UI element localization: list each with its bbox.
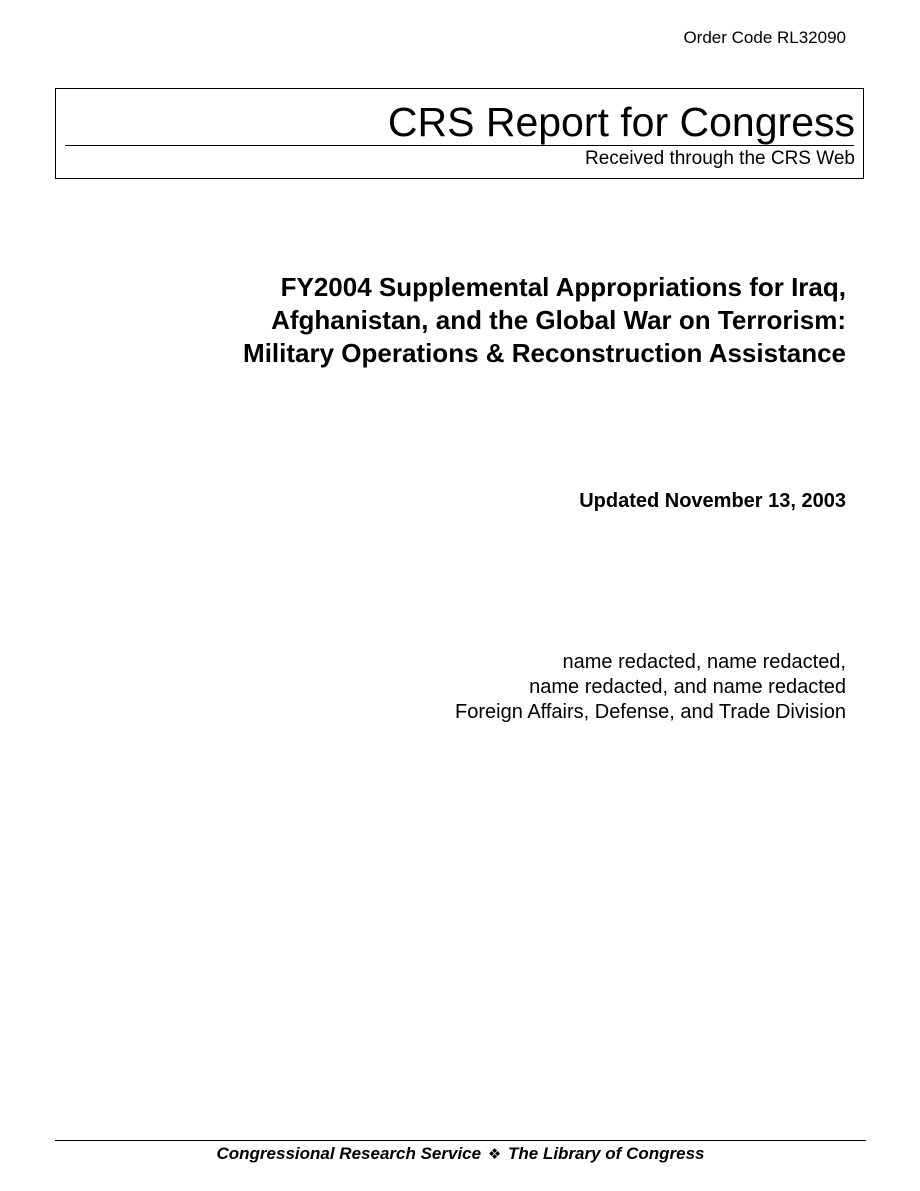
footer-crs: Congressional Research Service: [216, 1144, 482, 1163]
report-title-line-2: Afghanistan, and the Global War on Terrorism:: [271, 305, 846, 335]
report-title-line-1: FY2004 Supplemental Appropriations for Iraq,: [280, 272, 846, 302]
report-header-subtitle: Received through the CRS Web: [584, 148, 855, 169]
report-header-box: [55, 88, 864, 179]
report-header-title: CRS Report for Congress: [387, 99, 855, 145]
updated-date: Updated November 13, 2003: [579, 490, 846, 512]
footer-library: The Library of Congress: [508, 1144, 705, 1163]
footer: [55, 1143, 866, 1165]
report-title: [243, 271, 846, 370]
authors-block: [455, 650, 846, 725]
footer-separator-icon: ❖: [487, 1145, 502, 1163]
authors-line-1: name redacted, name redacted,: [562, 651, 846, 673]
authors-line-2: name redacted, and name redacted: [529, 676, 846, 698]
header-divider: [65, 145, 854, 146]
report-title-line-3: Military Operations & Reconstruction Assistance: [243, 338, 846, 368]
authors-division: Foreign Affairs, Defense, and Trade Division: [455, 701, 846, 723]
order-code: Order Code RL32090: [683, 28, 846, 47]
footer-divider: [55, 1140, 866, 1141]
